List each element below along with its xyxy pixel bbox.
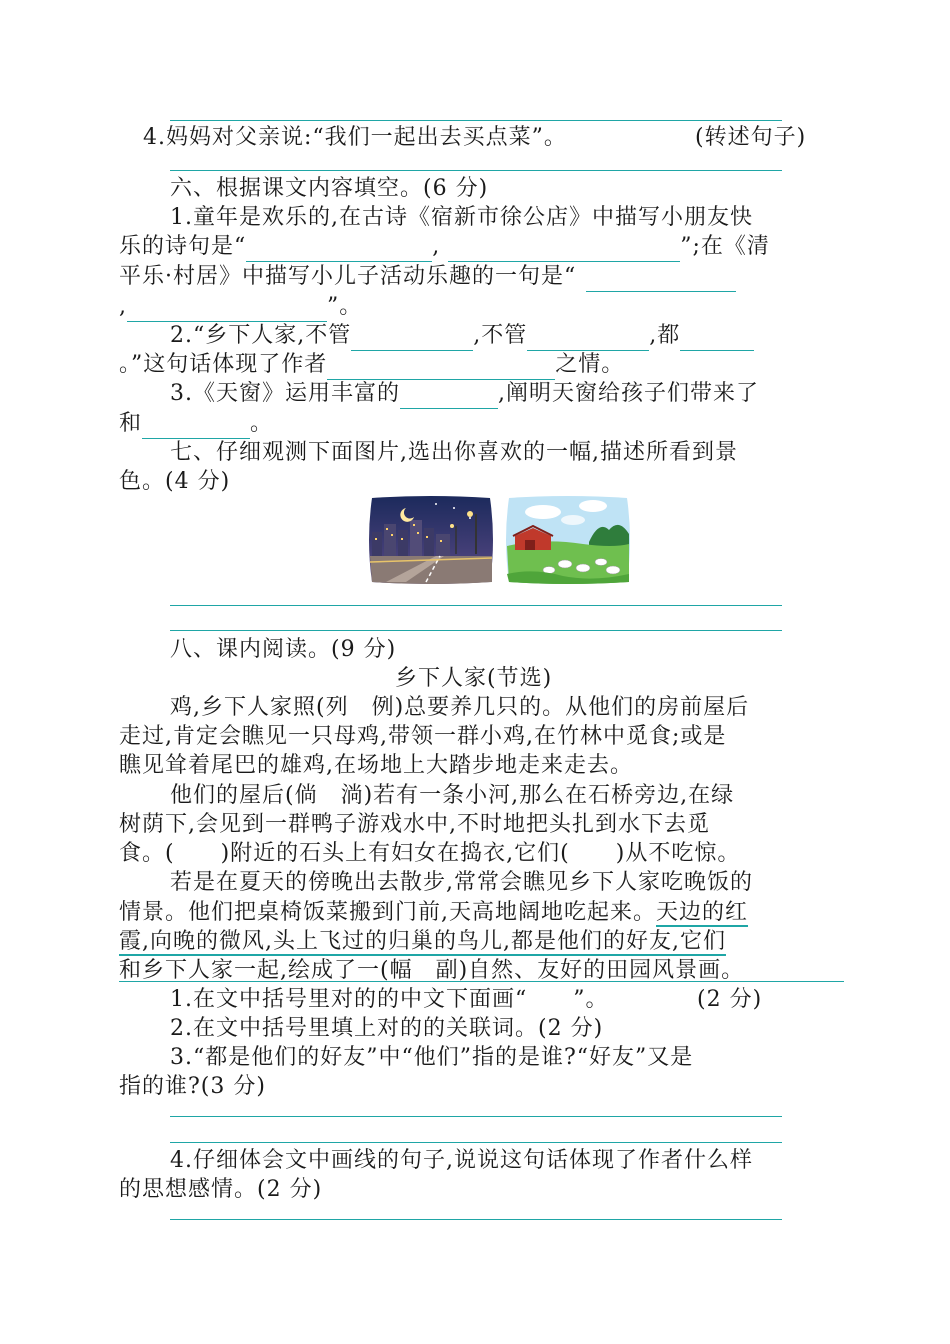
fill-blank[interactable] [142, 414, 250, 439]
question-text [119, 232, 770, 262]
answer-line[interactable] [170, 1219, 782, 1220]
passage-line: 他们的屋后(倘 淌)若有一条小河,那么在石桥旁边,在绿 [170, 783, 735, 808]
underlined-sentence: 霞,向晚的微风,头上飞过的归巢的鸟儿,都是他们的好友,它们 [119, 929, 726, 954]
fill-blank[interactable] [586, 267, 736, 292]
farm-sheep-image[interactable] [503, 494, 633, 586]
fill-blank[interactable] [351, 326, 473, 351]
passage-line: 鸡,乡下人家照(列 例)总要养几只的。从他们的房前屋后 [170, 695, 750, 720]
fill-blank[interactable] [327, 355, 555, 380]
passage-line: 瞧见耸着尾巴的雄鸡,在场地上大踏步地走来走去。 [119, 753, 633, 778]
night-city-road-image[interactable] [366, 494, 496, 586]
text-segment: 。 [250, 411, 274, 436]
passage-line: 食。( )附近的石头上有妇女在捣衣,它们( )从不吃惊。 [119, 841, 741, 866]
question-text: 2.在文中括号里填上对的的关联词。(2 分) [170, 1016, 604, 1041]
fill-blank[interactable] [400, 384, 498, 409]
answer-line[interactable] [170, 1142, 782, 1143]
question-text: 1.童年是欢乐的,在古诗《宿新市徐公店》中描写小朋友快 [170, 205, 753, 230]
section-title: 八、课内阅读。(9 分) [170, 637, 397, 662]
text-segment: , [432, 234, 441, 259]
text-segment: 平乐·村居》中描写小儿子活动乐趣的一句是“ [119, 264, 577, 289]
fill-blank[interactable] [448, 237, 680, 262]
text-segment: ”;在《清 [680, 234, 770, 259]
text-segment: 之情。 [555, 352, 625, 377]
question-text: 的思想感情。(2 分) [119, 1177, 323, 1202]
answer-line[interactable] [170, 120, 782, 121]
passage-title: 乡下人家(节选) [395, 666, 553, 691]
passage-line [119, 898, 748, 928]
underline-mark [119, 981, 844, 982]
question-text [119, 262, 736, 292]
text-segment: 3.《天窗》运用丰富的 [170, 381, 400, 406]
passage-line: 走过,肯定会瞧见一只母鸡,带领一群小鸡,在竹林中觅食;或是 [119, 724, 727, 749]
section-title: 七、仔细观测下面图片,选出你喜欢的一幅,描述所看到景 [170, 440, 738, 465]
fill-blank[interactable] [246, 237, 432, 262]
passage-line: 和乡下人家一起,绘成了一(幅 副)自然、友好的田园风景画。 [119, 958, 745, 983]
section-title: 六、根据课文内容填空。(6 分) [170, 176, 489, 201]
answer-line[interactable] [170, 170, 782, 171]
passage-line: 若是在夏天的傍晚出去散步,常常会瞧见乡下人家吃晚饭的 [170, 870, 753, 895]
question-text [170, 321, 754, 351]
fill-blank[interactable] [680, 326, 754, 351]
question-score: (2 分) [697, 987, 763, 1012]
text-segment: 乐的诗句是“ [119, 234, 247, 259]
text-segment: 。”这句话体现了作者 [119, 352, 328, 377]
answer-line[interactable] [170, 605, 782, 606]
question-text: 4.仔细体会文中画线的句子,说说这句话体现了作者什么样 [170, 1148, 753, 1173]
text-segment: 情景。他们把桌椅饭菜搬到门前,天高地阔地吃起来。 [119, 900, 656, 925]
answer-line[interactable] [170, 630, 782, 631]
question-text: 指的谁?(3 分) [119, 1074, 266, 1099]
underlined-sentence: 天边的红 [656, 900, 749, 925]
fill-blank[interactable] [527, 326, 649, 351]
text-segment: , [119, 294, 127, 319]
passage-line: 树荫下,会见到一群鸭子游戏水中,不时地把头扎到水下去觅 [119, 812, 710, 837]
text-segment: ”。 [327, 294, 363, 319]
text-segment: ,不管 [473, 323, 528, 348]
text-segment: ,阐明天窗给孩子们带来了 [498, 381, 759, 406]
section-title: 色。(4 分) [119, 469, 231, 494]
answer-line[interactable] [170, 1116, 782, 1117]
text-segment: 和 [119, 411, 143, 436]
question-text [119, 292, 362, 322]
question-text: 3.“都是他们的好友”中“他们”指的是谁?“好友”又是 [170, 1045, 694, 1070]
question-tag: (转述句子) [695, 125, 807, 150]
text-segment: ,都 [649, 323, 681, 348]
question-text: 4.妈妈对父亲说:“我们一起出去买点菜”。 [143, 125, 567, 150]
question-text: 1.在文中括号里对的的中文下面画“ ”。 [170, 987, 609, 1012]
question-text [170, 379, 759, 409]
fill-blank[interactable] [127, 297, 327, 322]
question-text [119, 409, 273, 439]
text-segment: 2.“乡下人家,不管 [170, 323, 352, 348]
question-text [119, 350, 624, 380]
